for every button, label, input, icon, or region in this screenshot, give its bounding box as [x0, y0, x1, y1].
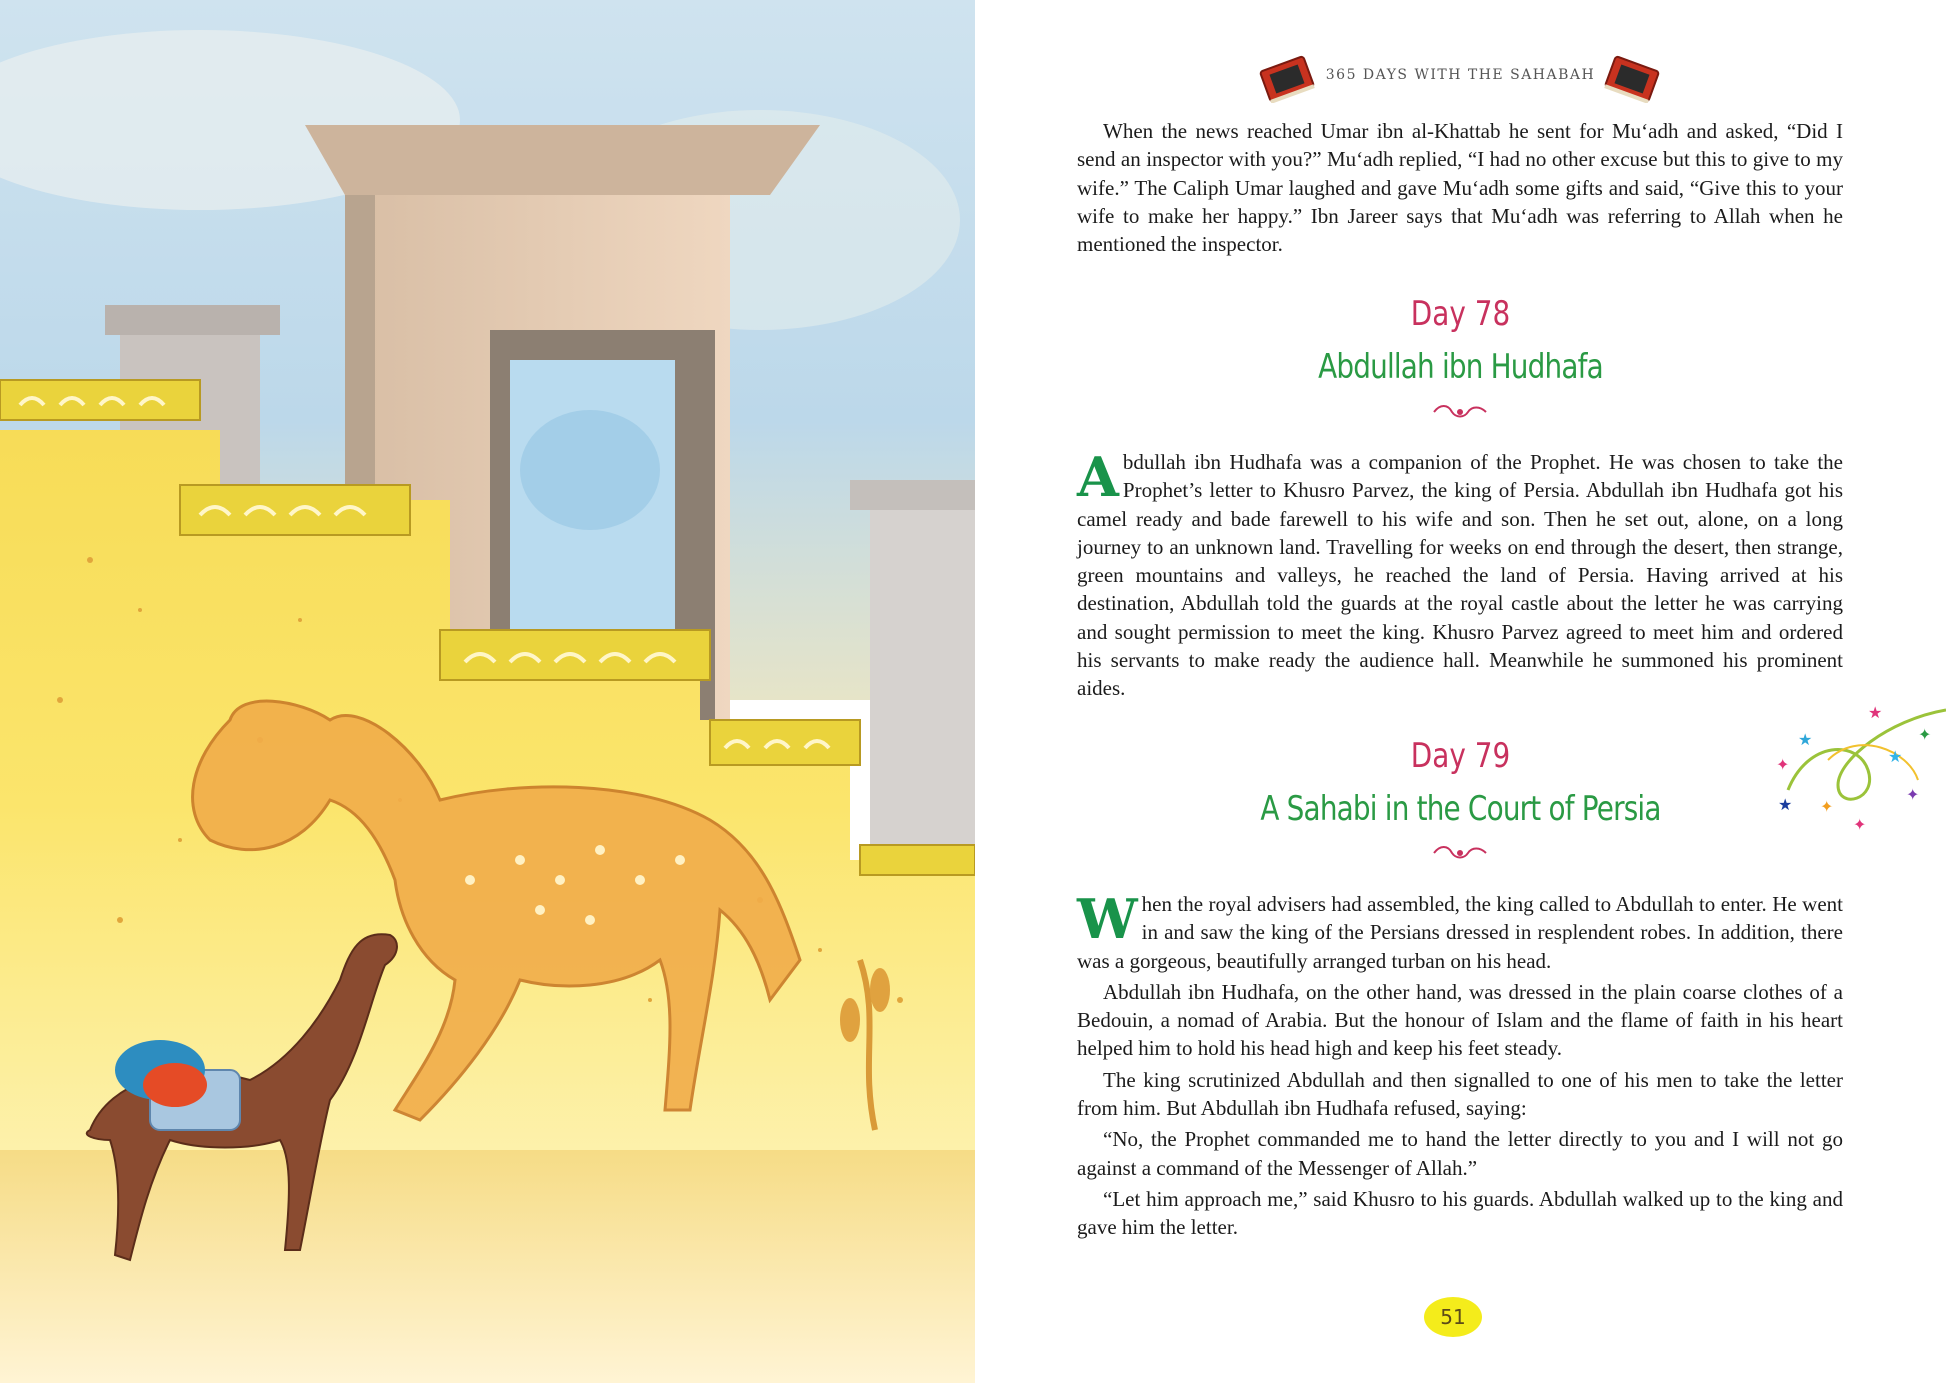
day79-paragraph-4: “No, the Prophet commanded me to hand the letter directly to you and I will not go against a command of the Messenger of Allah.” — [1077, 1127, 1843, 1180]
day78-dropcap: A — [1077, 445, 1119, 509]
svg-text:★: ★ — [1798, 730, 1813, 749]
text-page — [975, 0, 1946, 1383]
day79-paragraph-3: The king scrutinized Abdullah and then signalled to one of his men to take the letter from him. But Abdullah ibn Hudhafa refused, saying: — [1077, 1067, 1843, 1121]
stars-swirl-icon — [1768, 700, 1946, 840]
flourish-icon — [1430, 843, 1490, 863]
day78-text-block — [1077, 445, 1843, 706]
page-number: 51 — [1424, 1297, 1482, 1337]
continued-text-block — [1077, 117, 1843, 261]
svg-text:★: ★ — [1868, 703, 1883, 722]
day78-label: Day 78 — [1410, 294, 1511, 334]
running-title: 365 DAYS WITH THE SAHABAH — [1325, 67, 1596, 83]
svg-text:✦: ✦ — [1906, 785, 1920, 804]
svg-text:✦: ✦ — [1853, 815, 1867, 834]
day79-paragraph-1-text: hen the royal advisers had assembled, the king called to Abdullah to enter. He went in and saw the king of the Persians dressed in resplendent robes. In addition, there was a gorgeous, beautifully arranged turban on his head. — [1077, 892, 1843, 973]
day79-title: A Sahabi in the Court of Persia — [1260, 789, 1661, 829]
day79-dropcap: W — [1077, 887, 1138, 951]
day79-paragraph-2: Abdullah ibn Hudhafa, on the other hand, was dressed in the plain coarse clothes of a Bedouin, a nomad of Arabia. But the honour of Islam and the flame of faith in his heart helped him to hold his head high and keep his feet steady. — [1077, 979, 1843, 1061]
day79-paragraph-5: “Let him approach me,” said Khusro to his guards. Abdullah walked up to the king and gave him the letter. — [1077, 1186, 1843, 1240]
day79-text-block — [1077, 887, 1843, 1245]
svg-text:✦: ✦ — [1776, 755, 1790, 774]
running-head — [975, 55, 1946, 95]
svg-text:✦: ✦ — [1918, 725, 1932, 744]
flourish-icon — [1430, 402, 1490, 422]
day78-paragraph — [1077, 445, 1843, 703]
book-icon — [1603, 55, 1661, 103]
svg-text:✦: ✦ — [1820, 797, 1834, 816]
day78-title: Abdullah ibn Hudhafa — [1318, 347, 1603, 387]
day78-paragraph-text: bdullah ibn Hudhafa was a companion of the Prophet. He was chosen to take the Prophet’s letter to Khusro Parvez, the king of Persia. Abdullah ibn Hudhafa got his camel ready and bade farewell to his wife and son. Then he set out, alone, on a long journey to an unknown land. Travelling for weeks on end through the desert, then strange, green mountains and valleys, he reached the land of Persia. Having arrived at his destination, Abdullah told the guards at the royal castle about the letter he was carrying and sought permission to meet the king. Khusro Parvez agreed to meet him and ordered his servants to make ready the audience hall. Meanwhile he summoned his prominent aides. — [1077, 450, 1843, 701]
continued-paragraph: When the news reached Umar ibn al-Khattab he sent for Mu‘adh and asked, “Did I send an inspector with you?” Mu‘adh replied, “I had no other excuse but this to give to my wife.” The Caliph Umar laughed and gave Mu‘adh some gifts and said, “Give this to your wife to make her happy.” Ibn Jareer says that Mu‘adh was referring to Allah when he mentioned the inspector. — [1077, 119, 1843, 257]
day79-paragraph-1 — [1077, 887, 1843, 975]
svg-text:★: ★ — [1888, 747, 1903, 766]
svg-text:★: ★ — [1778, 795, 1793, 814]
day79-label: Day 79 — [1410, 736, 1511, 776]
